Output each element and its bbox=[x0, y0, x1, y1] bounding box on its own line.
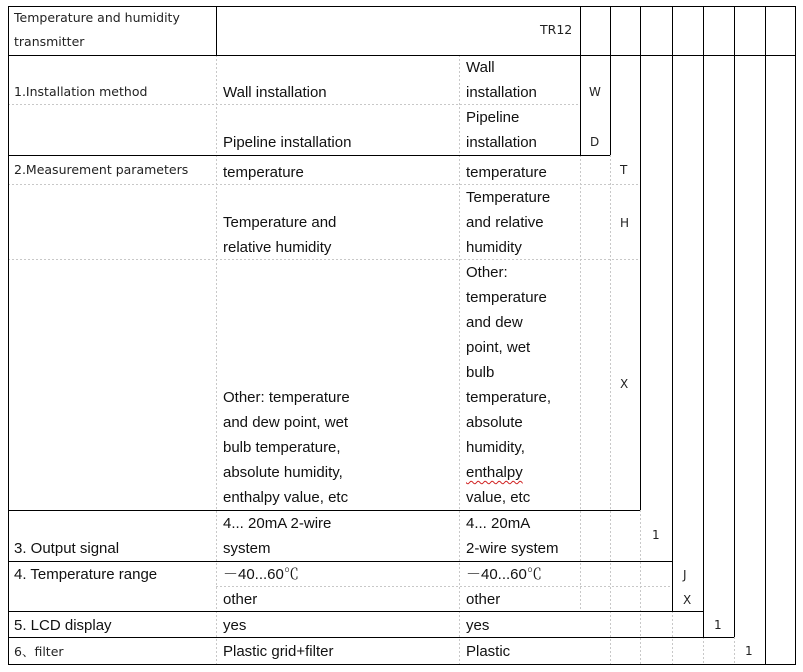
option-wall-code: W bbox=[589, 85, 601, 99]
option-other-description-line-2: and dew point, wet bbox=[223, 414, 349, 431]
section-output-heading: 3. Output signal bbox=[14, 540, 120, 557]
option-temperature-description: temperature bbox=[223, 164, 304, 181]
option-range-standard-name: －40...60℃ bbox=[466, 566, 542, 583]
option-range-standard-code: J bbox=[683, 568, 687, 582]
option-filter-code: 1 bbox=[745, 644, 753, 658]
option-output-description-line-2: system bbox=[223, 540, 271, 557]
section-temperature-range-heading: 4. Temperature range bbox=[14, 566, 158, 583]
option-output-name-line-1: 4... 20mA bbox=[466, 515, 531, 532]
option-temperature-code: T bbox=[620, 163, 628, 177]
model-code: TR12 bbox=[540, 22, 573, 37]
option-humidity-name-line-2: and relative bbox=[466, 214, 544, 231]
option-other-name-line-9: enthalpy bbox=[466, 464, 523, 481]
option-other-name-line-5: bulb bbox=[466, 364, 495, 381]
option-range-other-name: other bbox=[466, 591, 501, 608]
option-other-name-line-10: value, etc bbox=[466, 489, 531, 506]
title-line-2: transmitter bbox=[14, 34, 85, 49]
option-output-description-line-1: 4... 20mA 2-wire bbox=[223, 515, 332, 532]
option-other-code: X bbox=[620, 377, 629, 391]
section-installation-heading: 1.Installation method bbox=[14, 84, 148, 99]
option-range-other-description: other bbox=[223, 591, 258, 608]
option-filter-name: Plastic bbox=[466, 643, 511, 660]
section-lcd-heading: 5. LCD display bbox=[14, 617, 112, 634]
option-range-other-code: X bbox=[683, 593, 692, 607]
option-other-name-line-7: absolute bbox=[466, 414, 523, 431]
option-other-name-line-6: temperature, bbox=[466, 389, 552, 406]
option-wall-name-line-2: installation bbox=[466, 84, 537, 101]
option-pipeline-code: D bbox=[590, 135, 600, 149]
option-temperature-name: temperature bbox=[466, 164, 547, 181]
option-other-name-line-8: humidity, bbox=[466, 439, 525, 456]
option-wall-name-line-1: Wall bbox=[466, 59, 495, 76]
option-output-code: 1 bbox=[652, 528, 660, 542]
option-other-name-line-1: Other: bbox=[466, 264, 508, 281]
option-humidity-code: H bbox=[620, 216, 630, 230]
option-other-description-line-4: absolute humidity, bbox=[223, 464, 343, 481]
option-filter-description: Plastic grid+filter bbox=[223, 643, 334, 660]
option-other-name-line-2: temperature bbox=[466, 289, 547, 306]
option-pipeline-description: Pipeline installation bbox=[223, 134, 352, 151]
option-humidity-name-line-3: humidity bbox=[466, 239, 522, 256]
option-lcd-name: yes bbox=[466, 617, 490, 634]
option-other-name-line-3: and dew bbox=[466, 314, 523, 331]
section-filter-heading: 6、filter bbox=[14, 644, 64, 659]
option-other-description-line-5: enthalpy value, etc bbox=[223, 489, 349, 506]
option-wall-description: Wall installation bbox=[223, 84, 327, 101]
option-output-name-line-2: 2-wire system bbox=[466, 540, 559, 557]
option-other-name-line-4: point, wet bbox=[466, 339, 531, 356]
option-humidity-description-line-2: relative humidity bbox=[223, 239, 332, 256]
option-lcd-code: 1 bbox=[714, 618, 722, 632]
option-humidity-description-line-1: Temperature and bbox=[223, 214, 337, 231]
option-pipeline-name-line-1: Pipeline bbox=[466, 109, 520, 126]
title-line-1: Temperature and humidity bbox=[14, 10, 180, 25]
option-pipeline-name-line-2: installation bbox=[466, 134, 537, 151]
option-lcd-description: yes bbox=[223, 617, 247, 634]
option-humidity-name-line-1: Temperature bbox=[466, 189, 551, 206]
option-other-description-line-1: Other: temperature bbox=[223, 389, 350, 406]
option-other-description-line-3: bulb temperature, bbox=[223, 439, 341, 456]
option-range-standard-description: －40...60℃ bbox=[223, 566, 299, 583]
section-measurement-heading: 2.Measurement parameters bbox=[14, 162, 189, 177]
